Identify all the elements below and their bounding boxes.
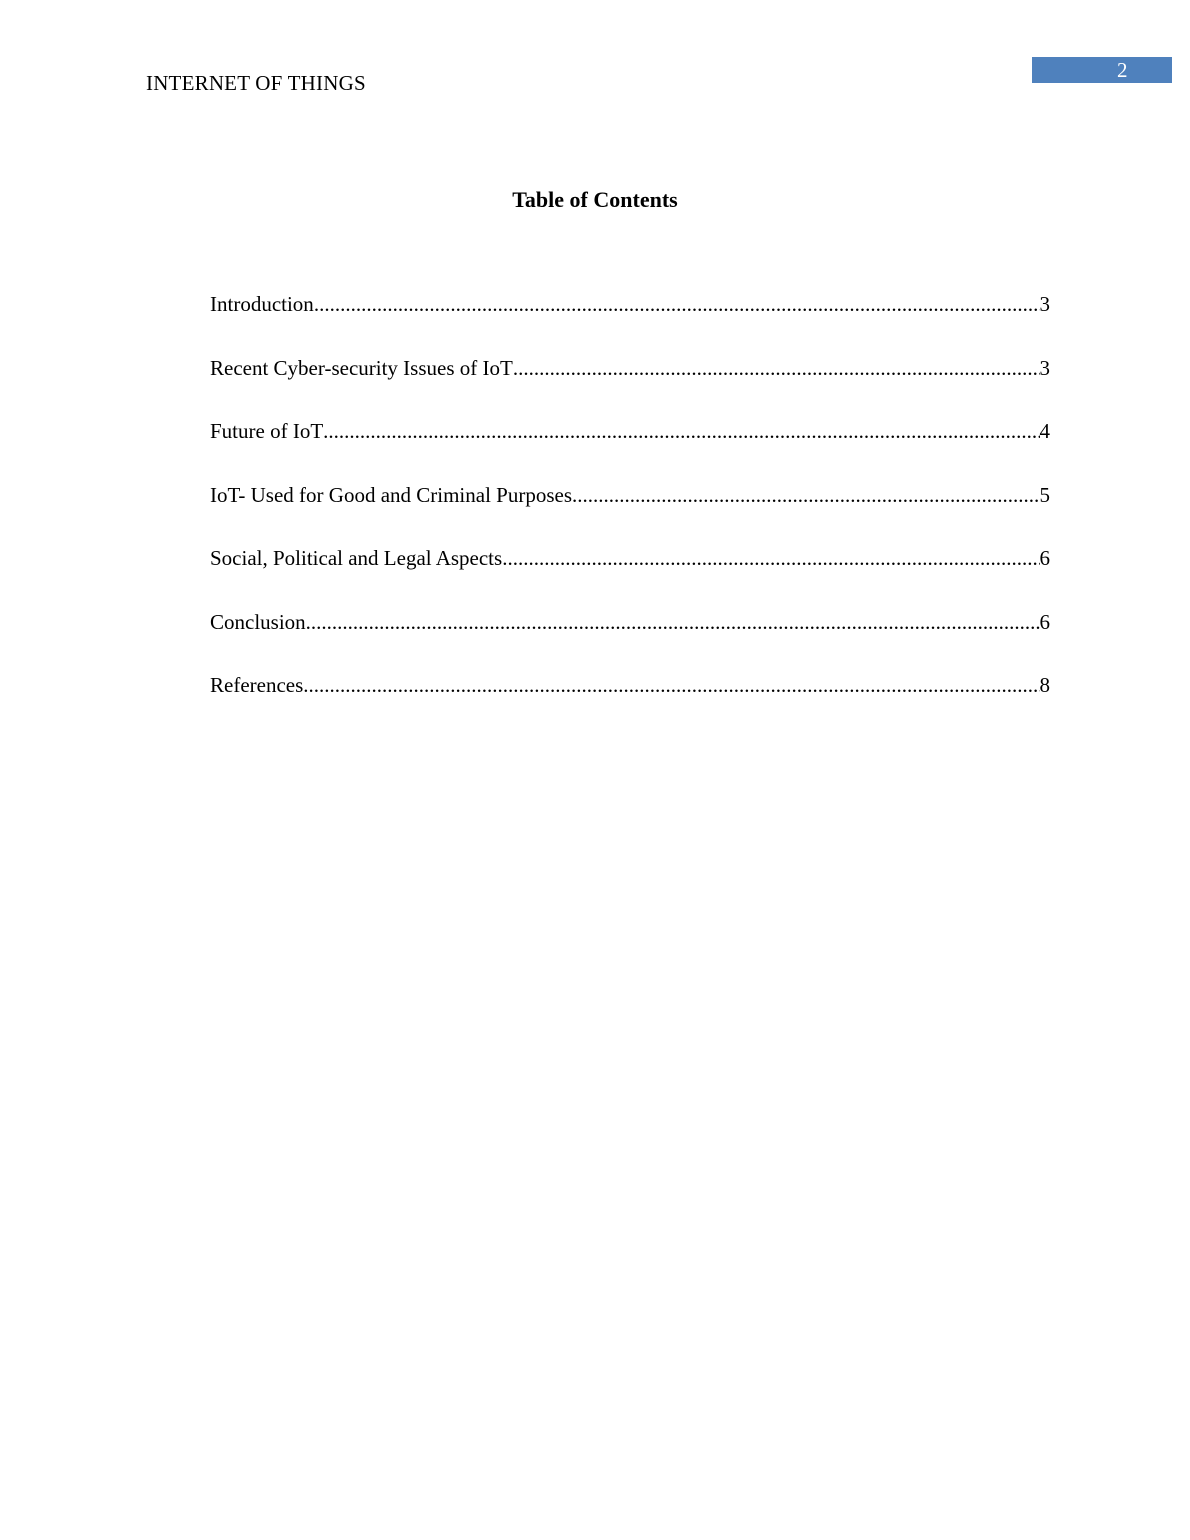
- toc-entry-cyber-security-issues[interactable]: [210, 354, 1050, 418]
- toc-dot-leader: [572, 481, 1039, 509]
- toc-dot-leader: [513, 354, 1040, 382]
- toc-entry-page: 4: [1039, 419, 1050, 443]
- toc-entry-good-and-criminal-purposes[interactable]: [210, 481, 1050, 545]
- toc-entry-references[interactable]: [210, 671, 1050, 735]
- toc-entry-page: 6: [1039, 609, 1050, 634]
- toc-entry-page: 3: [1039, 292, 1050, 316]
- toc-entry-label: Recent Cyber-security Issues of IoT: [210, 355, 513, 380]
- toc-dot-leader: [502, 544, 1039, 572]
- page-number: 2: [1117, 58, 1128, 82]
- toc-entry-label: Conclusion: [210, 609, 306, 634]
- toc-dot-leader: [303, 671, 1039, 699]
- running-head: INTERNET OF THINGS: [146, 71, 366, 95]
- toc-entry-label: References: [210, 673, 304, 697]
- toc-entry-page: 8: [1039, 673, 1050, 697]
- toc-entry-social-political-legal[interactable]: [210, 544, 1050, 608]
- toc-entry-label: IoT- Used for Good and Criminal Purposes: [210, 482, 573, 507]
- toc-dot-leader: [323, 417, 1039, 445]
- toc-entry-label: Social, Political and Legal Aspects: [210, 546, 503, 570]
- toc-dot-leader: [306, 608, 1040, 636]
- toc-entry-page: 5: [1039, 482, 1050, 507]
- toc-entry-page: 3: [1039, 355, 1050, 380]
- toc-entry-label: Future of IoT: [210, 419, 324, 443]
- toc-entry-future-of-iot[interactable]: [210, 417, 1050, 481]
- toc-entry-conclusion[interactable]: [210, 608, 1050, 672]
- table-of-contents: [210, 290, 1050, 735]
- toc-entry-label: Introduction: [210, 292, 314, 316]
- page-number-box: [1032, 57, 1172, 83]
- toc-entry-introduction[interactable]: [210, 290, 1050, 354]
- toc-dot-leader: [314, 290, 1040, 318]
- toc-title: Table of Contents: [512, 187, 678, 212]
- toc-entry-page: 6: [1039, 546, 1050, 570]
